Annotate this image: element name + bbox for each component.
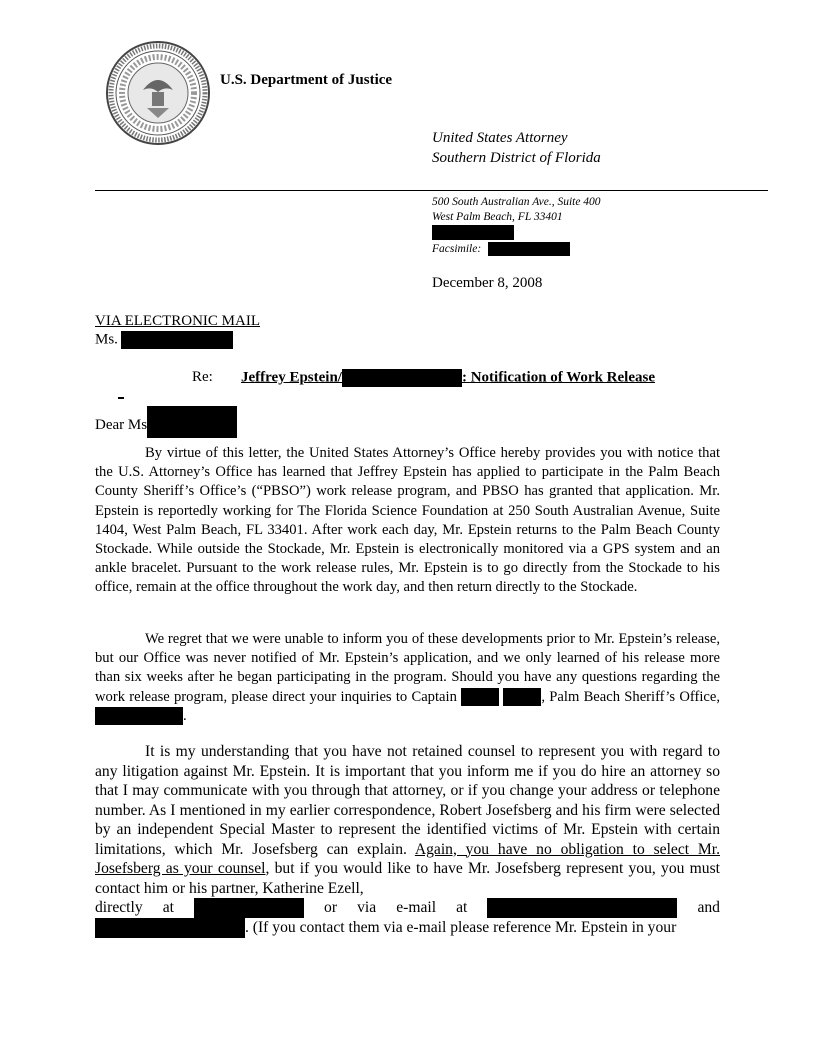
word-email: e-mail bbox=[396, 899, 437, 917]
paragraph-3-last-line bbox=[95, 918, 720, 938]
salutation bbox=[95, 406, 237, 438]
redaction-fax bbox=[488, 242, 570, 256]
word-and: and bbox=[697, 899, 720, 917]
office-line-1: United States Attorney bbox=[432, 130, 568, 146]
addressee bbox=[95, 331, 233, 349]
office-block bbox=[432, 128, 601, 168]
word-at-2: at bbox=[456, 899, 468, 917]
re-subject-line bbox=[241, 369, 655, 387]
redaction-email-2 bbox=[95, 918, 245, 938]
department-name: U.S. Department of Justice bbox=[220, 72, 393, 88]
paragraph-2-text bbox=[95, 630, 720, 726]
redaction-phone bbox=[432, 225, 514, 240]
redaction-sheriff-phone bbox=[95, 707, 183, 725]
redaction-re bbox=[342, 369, 462, 387]
facsimile-line bbox=[432, 242, 570, 257]
facsimile-label: Facsimile: bbox=[432, 243, 482, 255]
letter-date: December 8, 2008 bbox=[432, 275, 543, 291]
paragraph-3-part-b: , but if you would like to have Mr. Josefsberg represent you, you must contact him or his partner, Katherine Ezell, bbox=[95, 860, 720, 897]
word-or: or bbox=[324, 899, 338, 917]
redaction-captain-last bbox=[503, 688, 541, 706]
redaction-captain-first bbox=[461, 688, 499, 706]
address-line-1: 500 South Australian Ave., Suite 400 bbox=[432, 196, 601, 208]
word-via: via bbox=[357, 899, 377, 917]
paragraph-3-contact-line bbox=[95, 898, 720, 918]
paragraph-2-part-a: We regret that we were unable to inform you of these developments prior to Mr. Epstein’s release, but our Office was never notified of Mr. Epstein’s application, and we only learned of his release more than six weeks after he began participating in the program. Should you have any questions regarding the work release program, please direct your inquiries to Captain bbox=[95, 631, 720, 705]
stray-mark bbox=[118, 397, 124, 399]
office-line-2: Southern District of Florida bbox=[432, 150, 601, 166]
paragraph-1-text: By virtue of this letter, the United States Attorney’s Office hereby provides you with notice that the U.S. Attorney’s Office has learned that Jeffrey Epstein has applied to participate in the Palm Beach County Sheriff’s Office’s (“PBSO”) work release program, and PBSO has granted that application. Mr. Epstein is reportedly working for The Florida Science Foundation at 250 South Australian Avenue, Suite 1404, West Palm Beach, FL 33401. After work each day, Mr. Epstein returns to the Palm Beach County Stockade. While outside the Stockade, Mr. Epstein is electronically monitored via a GPS system and an ankle bracelet. Pursuant to the work release rules, Mr. Epstein is to go directly from the Stockade to his office, remain at the office throughout the work day, and then return directly to the Stockade. bbox=[95, 445, 720, 596]
salutation-text: Dear Ms bbox=[95, 417, 148, 433]
address-block bbox=[432, 195, 601, 225]
paragraph-3-text bbox=[95, 742, 720, 898]
word-at-1: at bbox=[162, 899, 174, 917]
paragraph-3 bbox=[95, 742, 720, 938]
address-line-2: West Palm Beach, FL 33401 bbox=[432, 211, 563, 223]
re-subject: : Notification of Work Release bbox=[461, 369, 655, 386]
paragraph-2-part-b: , Palm Beach Sheriff’s Office, bbox=[541, 688, 720, 705]
paragraph-3-part-c: . (If you contact them via e-mail please reference Mr. Epstein in your bbox=[245, 919, 677, 936]
redaction-addressee bbox=[121, 331, 233, 349]
addressee-prefix: Ms. bbox=[95, 331, 118, 348]
re-label: Re: bbox=[192, 369, 213, 385]
delivery-method: VIA ELECTRONIC MAIL bbox=[95, 313, 260, 329]
word-directly: directly bbox=[95, 899, 143, 917]
paragraph-3-underlined: Again, you have no obligation to select Mr. Josefsberg as your counsel bbox=[95, 840, 720, 877]
paragraph-2-part-c: . bbox=[183, 707, 187, 724]
redaction-email-1 bbox=[487, 898, 677, 918]
redaction-contact-phone bbox=[194, 898, 304, 918]
doj-seal bbox=[105, 40, 211, 146]
header-rule bbox=[95, 190, 768, 191]
re-name: Jeffrey Epstein/ bbox=[241, 369, 342, 386]
paragraph-2 bbox=[95, 630, 720, 726]
redaction-salutation bbox=[147, 406, 237, 438]
paragraph-3-part-a: It is my understanding that you have not retained counsel to represent you with regard to any litigation against Mr. Epstein. It is important that you inform me if you do hire an attorney so that I may communicate with you through that attorney, or if you change your address or telephone number. As I mentioned in my earlier correspondence, Robert Josefsberg and his firm were selected by an independent Special Master to represent the identified victims of Mr. Epstein with certain limitations, which Mr. Josefsberg can explain. bbox=[95, 743, 720, 858]
paragraph-1 bbox=[95, 444, 720, 598]
